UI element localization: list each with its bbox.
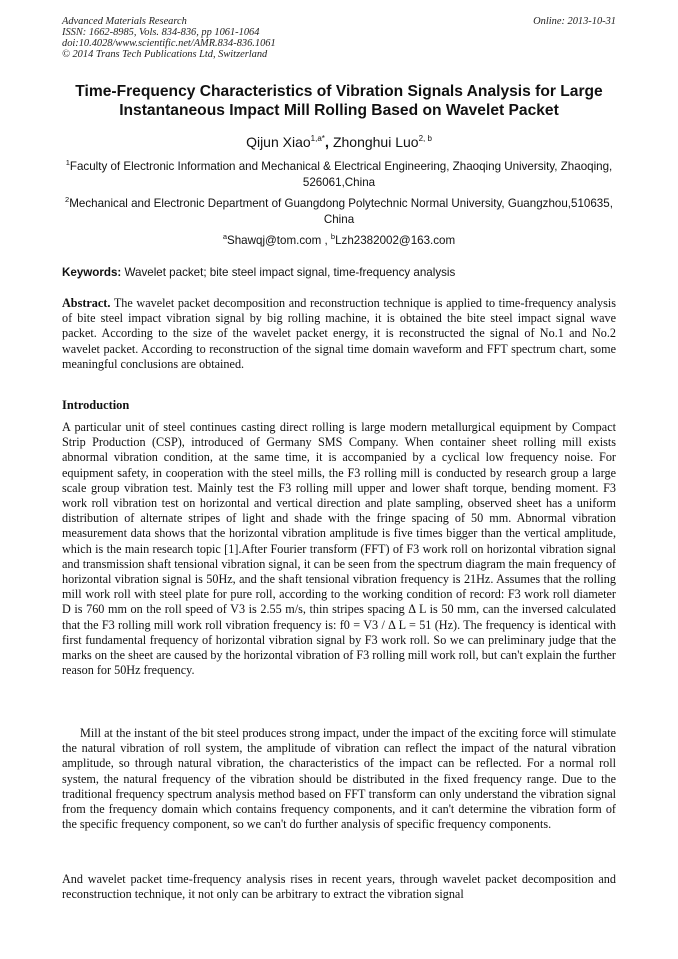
- email-line: [62, 229, 616, 249]
- author-superscript: 1,a*: [310, 134, 325, 143]
- paper-title: Time-Frequency Characteristics of Vibration Signals Analysis for Large Instantaneous Impact Mill Rolling Based on Wavelet Packet: [75, 83, 603, 119]
- paragraph: A particular unit of steel continues casting direct rolling is large modern metallurgical equipment by Compact Strip Production (CSP), introduced of Germany SMS Company. When container sheet rolling mill exists abnormal vibration condition, at the same time, it is accompanied by a cyclical low frequency noise. For equipment safety, in cooperation with the steel mills, the F3 rolling mill is conducted by research group a large scale group vibration test. Mainly test the F3 rolling mill upper and lower shaft torque, bending moment. F3 work roll vibration test on horizontal and vertical direction and plate sampling, observed sheet has a uniform distribution of alternate stripes of light and shade with the fringe spacing of 50 mm. Abnormal vibration measurement data shows that the horizontal vibration amplitude is five times bigger than the vertical amplitude, which is the main research topic [1].After Fourier transform (FFT) of F3 work roll on horizontal vibration signal and transmission shaft tensional vibration signal, it can be seen from the spectrum diagram the main frequency of horizontal vibration signal is 50Hz, and the shaft tensional vibration frequency is 21Hz. Assumes that the rolling mill work roll with steel plate for pure roll, according to the working condition of record: F3 work roll diameter D is 760 mm on the roll speed of V3 is 2.55 m/s, thin stripes spacing Δ L is 50 mm, can the inversed calculated that the F3 rolling mill work roll vibration frequency is: f0 = V3 / Δ L = 51 (Hz). The frequency is identical with first fundamental frequency of horizontal vibration signal by F3 work roll. So we can preliminary judge that the marks on the sheet are caused by the horizontal vibration of F3 rolling mill work roll, but can't explain the further reason for 50Hz frequency.: [62, 420, 616, 678]
- author-separator: ,: [324, 134, 330, 151]
- paragraph: Mill at the instant of the bit steel produces strong impact, under the impact of the exciting force will stimulate the natural vibration of roll system, the amplitude of vibration can reflect the impact of the natural vibration amplitude, so through natural vibration, the characteristics of the impact can be reflected. For a normal roll system, the natural frequency of the vibration should be distributed in the fixed frequency range. Due to the traditional frequency spectrum analysis method based on FFT transform can only understand the vibration signal from the frequency domain which contains frequency components, and it can't determine the vibration form of the specific frequency component, so we can't do further analysis of specific frequency components.: [62, 726, 616, 832]
- abstract-label: Abstract.: [62, 296, 111, 310]
- affiliation-2: [62, 192, 616, 228]
- affiliation-superscript: 1: [65, 158, 70, 167]
- keywords-label: Keywords:: [62, 266, 122, 279]
- copyright-line: © 2014 Trans Tech Publications Ltd, Switzerland: [62, 49, 268, 60]
- author-superscript: 2, b: [418, 134, 432, 143]
- affiliation-superscript: 2: [65, 195, 70, 204]
- email-superscript: a: [222, 232, 227, 241]
- issn-line: ISSN: 1662-8985, Vols. 834-836, pp 1061-1064: [62, 27, 260, 38]
- author-name: Qijun Xiao: [246, 134, 311, 150]
- paragraph: And wavelet packet time-frequency analysis rises in recent years, through wavelet packet decomposition and reconstruction technique, it not only can be arbitrary to extract the vibration signal: [62, 872, 616, 902]
- keywords: [62, 265, 616, 280]
- section-heading-introduction: Introduction: [62, 398, 130, 412]
- author-list: [62, 130, 616, 152]
- abstract: [62, 296, 616, 372]
- affiliation-1: [62, 155, 616, 191]
- author-name: Zhonghui Luo: [332, 134, 419, 150]
- email-b: Lzh2382002@163.com: [335, 234, 456, 247]
- affiliation-text: Faculty of Electronic Information and Mechanical & Electrical Engineering, Zhaoqing University, Zhaoqing, 526061,China: [69, 160, 613, 189]
- affiliation-text: Mechanical and Electronic Department of Guangdong Polytechnic Normal University, Guangzhou,510635, China: [69, 197, 613, 226]
- doi-line: doi:10.4028/www.scientific.net/AMR.834-836.1061: [62, 38, 276, 49]
- email-superscript: b: [330, 232, 336, 241]
- email-a: Shawqj@tom.com ,: [227, 234, 328, 247]
- keywords-text: Wavelet packet; bite steel impact signal, time-frequency analysis: [124, 266, 456, 279]
- journal-name: Advanced Materials Research: [62, 16, 187, 27]
- online-date: Online: 2013-10-31: [533, 16, 616, 27]
- abstract-text: The wavelet packet decomposition and reconstruction technique is applied to time-frequency analysis of bite steel impact vibration signal by big rolling machine, it is obtained the bite steel impact signal wave packet. According to the size of the wavelet packet energy, it is reconstructed the signal of No.1 and No.2 wavelet packet. According to reconstruction of the signal time domain waveform and FFT spectrum chart, some meaningful conclusions are obtained.: [62, 296, 617, 371]
- journal-header: [62, 16, 616, 60]
